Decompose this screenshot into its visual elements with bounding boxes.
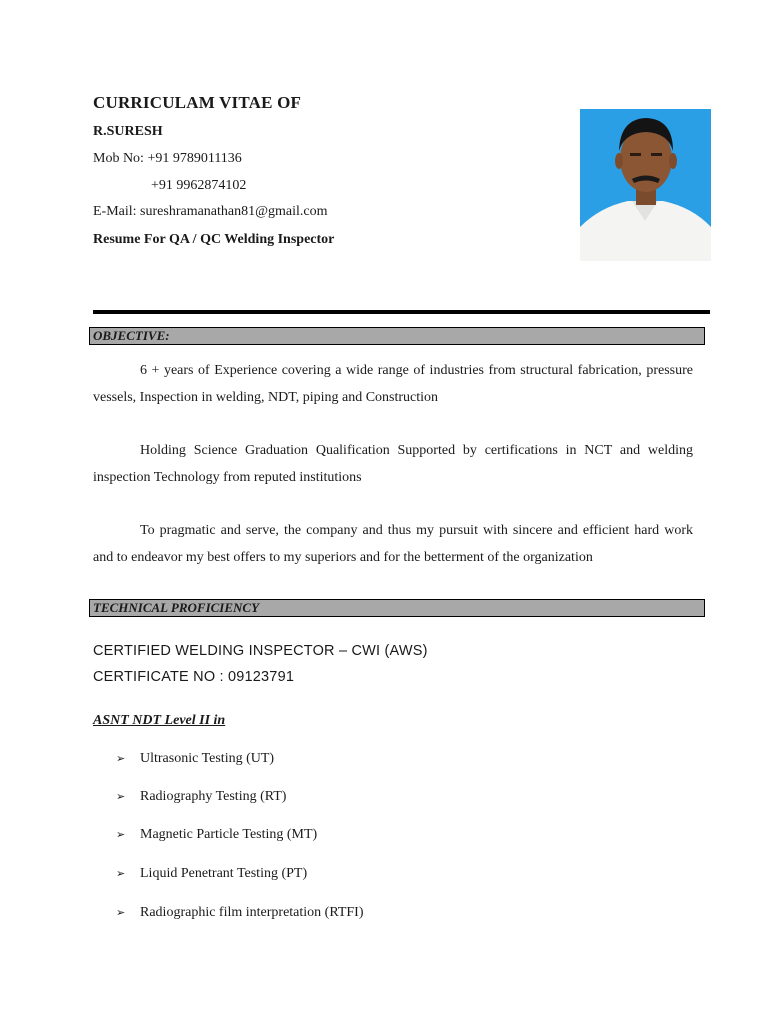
list-item [116,866,307,882]
objective-paragraph-1: 6 + years of Experience covering a wide range of industries from structural fabrication, pressure vessels, Inspection in welding, NDT, piping and Construction [93,363,693,405]
list-item-label: Radiographic film interpretation (RTFI) [140,905,364,920]
list-item [116,827,317,843]
arrowhead-bullet-icon: ➢ [116,828,126,841]
section-bar-technical-proficiency [89,599,705,617]
header-divider [93,310,710,314]
list-item-label: Liquid Penetrant Testing (PT) [140,866,308,881]
candidate-name: R.SURESH [93,124,163,139]
resume-for-position: Resume For QA / QC Welding Inspector [93,232,335,247]
portrait-photo-icon [580,109,711,261]
portrait-photo [580,109,711,261]
list-item [116,751,274,767]
section-heading-technical-proficiency: TECHNICAL PROFICIENCY [93,600,260,615]
mobile-number-primary: Mob No: +91 9789011136 [93,151,242,166]
arrowhead-bullet-icon: ➢ [116,790,126,803]
certificate-number: CERTIFICATE NO : 09123791 [93,669,295,685]
section-heading-objective: OBJECTIVE: [93,328,170,343]
list-item-label: Radiography Testing (RT) [140,789,287,804]
email-address: E-Mail: sureshramanathan81@gmail.com [93,204,328,219]
arrowhead-bullet-icon: ➢ [116,867,126,880]
list-item [116,789,286,805]
objective-paragraph-3: To pragmatic and serve, the company and thus my pursuit with sincere and efficient hard work and to endeavor my best offers to my superiors and for the betterment of the organization [93,523,693,565]
list-item-label: Ultrasonic Testing (UT) [140,751,275,766]
arrowhead-bullet-icon: ➢ [116,752,126,765]
certification-title: CERTIFIED WELDING INSPECTOR – CWI (AWS) [93,643,428,659]
document-title: CURRICULAM VITAE OF [93,93,302,112]
list-item [116,905,364,921]
section-bar-objective [89,327,705,345]
arrowhead-bullet-icon: ➢ [116,906,126,919]
objective-paragraph-2: Holding Science Graduation Qualification Supported by certifications in NCT and welding inspection Technology from reputed institutions [93,443,693,485]
asnt-ndt-heading: ASNT NDT Level II in [93,713,226,728]
list-item-label: Magnetic Particle Testing (MT) [140,827,318,842]
mobile-number-secondary: +91 9962874102 [151,178,247,193]
